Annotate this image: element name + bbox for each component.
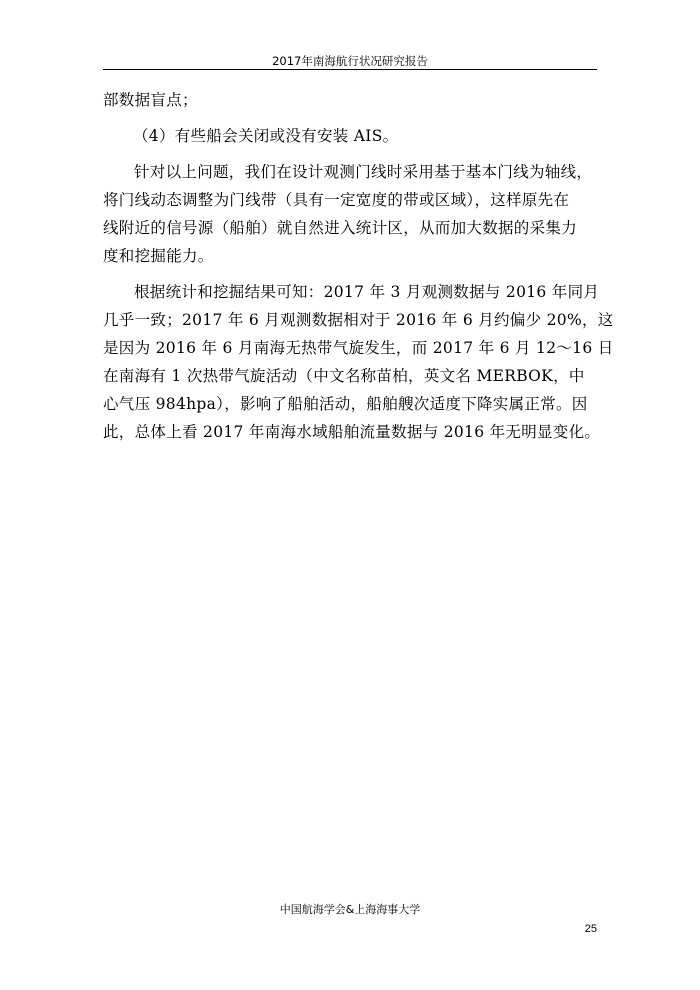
paragraph-line: 是因为 2016 年 6 月南海无热带气旋发生，而 2017 年 6 月 12～16 日 (103, 339, 614, 357)
list-item-4: （4）有些船会关闭或没有安装 AIS。 (133, 127, 399, 145)
paragraph-line: 将门线动态调整为门线带（具有一定宽度的带或区域），这样原先在 (103, 191, 570, 209)
paragraph-gate-band (103, 158, 597, 270)
header-rule (103, 69, 597, 70)
paragraph-line: 针对以上问题，我们在设计观测门线时采用基于基本门线为轴线， (134, 163, 593, 181)
page-footer-organization: 中国航海学会&上海海事大学 (279, 903, 421, 916)
paragraph-line: 此，总体上看 2017 年南海水域船舶流量数据与 2016 年无明显变化。 (103, 423, 601, 441)
paragraph-line: 线附近的信号源（船舶）就自然进入统计区，从而加大数据的采集力 (103, 219, 578, 237)
paragraph-statistics-result (103, 278, 614, 446)
text-line: 部数据盲点； (103, 91, 198, 109)
paragraph-line: 心气压 984hpa），影响了船舶活动，船舶艘次适度下降实属正常。因 (103, 395, 588, 413)
body-text (103, 86, 614, 446)
page-header-title: 2017年南海航行状况研究报告 (272, 54, 428, 68)
paragraph-line: 度和挖掘能力。 (103, 247, 214, 265)
paragraph-line: 根据统计和挖掘结果可知：2017 年 3 月观测数据与 2016 年同月 (134, 283, 600, 301)
paragraph-line: 在南海有 1 次热带气旋活动（中文名称苗柏，英文名 MERBOK，中 (103, 367, 585, 385)
paragraph-line: 几乎一致；2017 年 6 月观测数据相对于 2016 年 6 月约偏少 20%，这 (103, 311, 614, 329)
page-number: 25 (584, 923, 597, 935)
